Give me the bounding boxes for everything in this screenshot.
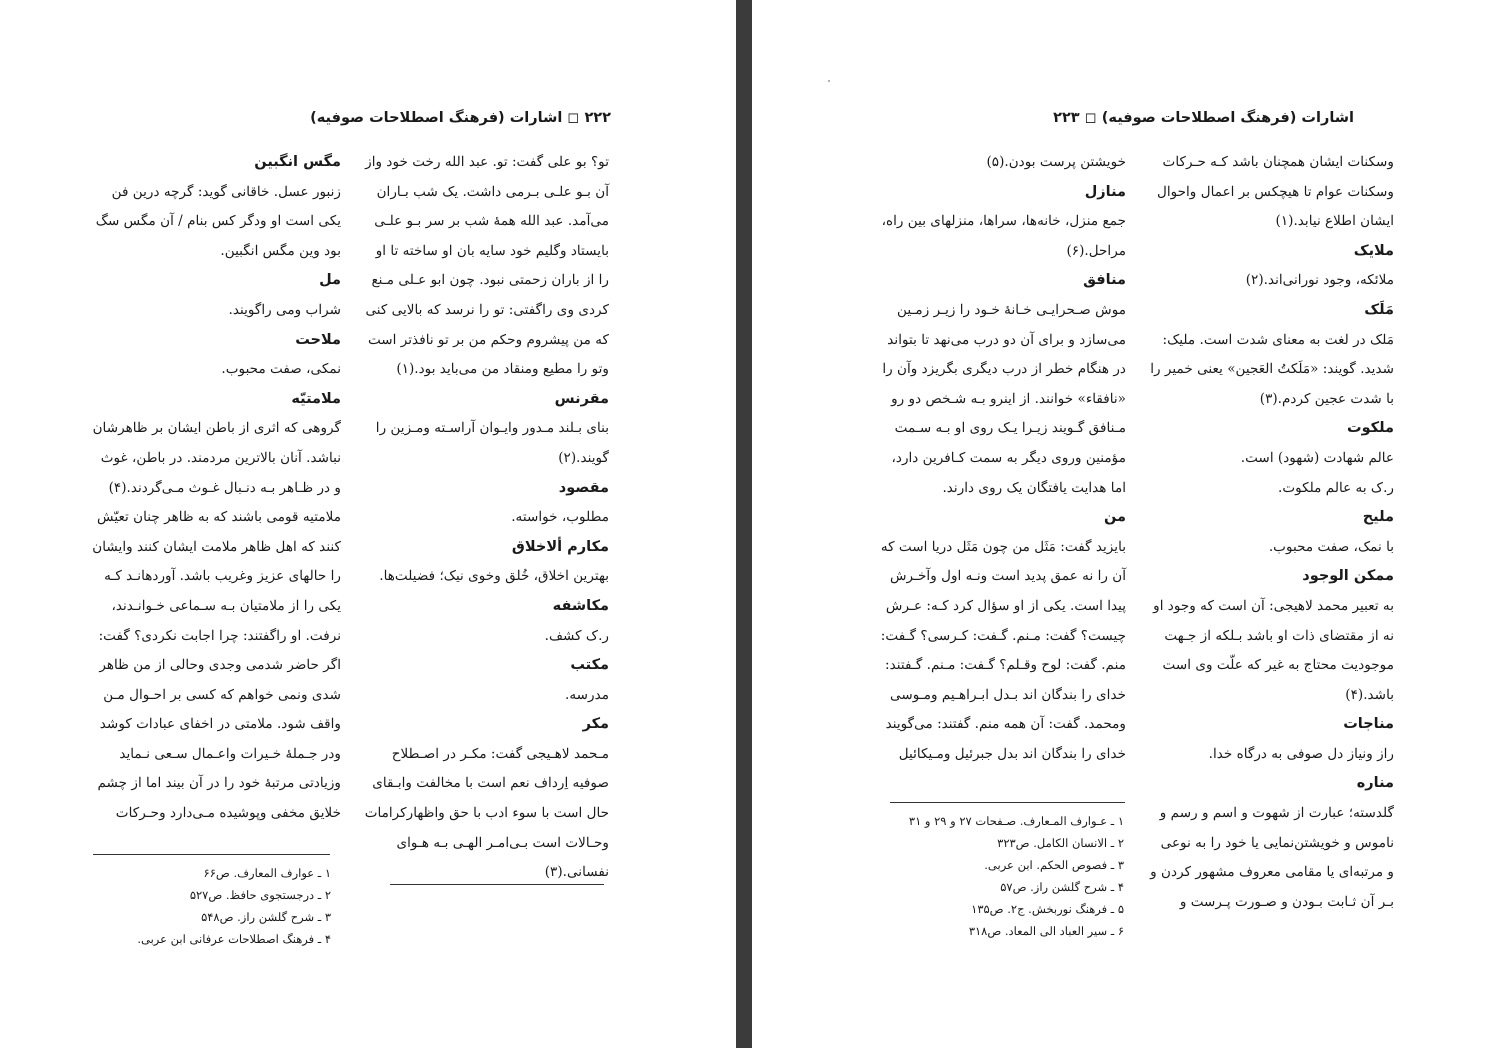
entry-headword: منازل [1084, 183, 1126, 200]
text-line: با نمک، صفت محبوب. [1268, 538, 1394, 555]
text-line: گلدسته؛ عبارت از شهوت و اسم و رسم و [1159, 805, 1394, 822]
column-left [91, 148, 341, 829]
text-line: مدرسه. [565, 686, 609, 703]
footnote-line: ۱ ـ عوارف المعارف. ص۶۶ [203, 866, 331, 880]
text-line: اگر حاضر شدمی وجدی وحالی از من ظاهر [99, 657, 341, 674]
text-line: به تعبیر محمد لاهیجی: آن است که وجود او [1153, 597, 1394, 614]
text-line: ر.ک کشف. [544, 627, 609, 644]
text-line: می‌سازد و برای آن دو درب می‌نهد تا بتواند [887, 331, 1126, 348]
text-line: نباشد. آنان بالاترین مردمند. در باطن، غوث [100, 449, 341, 466]
entry-headword: مکتب [570, 657, 609, 674]
text-line: مراحل.(۶) [1066, 242, 1126, 259]
column-right [359, 148, 609, 888]
text-line: بایستاد وگلیم خود سایه بان او ساخته تا او [375, 242, 609, 259]
text-line: موش صـحرایـی خـانهٔ خـود را زیـر زمـین [896, 301, 1126, 318]
text-line: را حالهای عزیز وغریب باشد. آوردهانـد کـه [104, 568, 341, 585]
text-line: مـنافق گـویند زیـرا یـک روی او بـه سـمت [894, 420, 1126, 437]
text-line: گروهی که اثری از باطن ایشان بر ظاهرشان [92, 420, 341, 437]
text-line: و مرتبه‌ای یا مقامی معروف مشهور کردن و [1150, 864, 1394, 881]
entry-headword: مگس انگبین [254, 154, 341, 170]
text-line: یکی را از ملامتیان بـه سـماعی خـوانـدند، [111, 597, 341, 614]
text-line: بهترین اخلاق، خُلق وخوی نیک؛ فضیلت‌ها. [379, 568, 609, 585]
entry-headword: مکاشفه [552, 597, 609, 614]
text-line: واقف شود. ملامتی در اخفای عبادات کوشد [99, 716, 341, 733]
text-line: مطلوب، خواسته. [511, 509, 609, 526]
text-line: شدی ونمی خواهم که کسی بر احـوال مـن [103, 686, 341, 703]
text-line: شدید. گویند: «مَلَکتُ العَجین» یعنی خمیر را [1150, 361, 1394, 378]
entry-headword: مکارم ألاخلاق [511, 538, 609, 555]
text-line: مَلک در لغت به معنای شدت است. ملیک: [1162, 331, 1394, 348]
text-line: کردی وی راگفتی: تو را نرسد که بالایی کنی [365, 301, 609, 318]
column-right [1144, 148, 1394, 917]
text-line: تو؟ بو علی گفت: تو. عبد الله رخت خود واز [365, 154, 609, 170]
footnote-line: ۴ ـ فرهنگ اصطلاحات عرفانی ابن عربی. [137, 932, 331, 946]
text-line: اما هدایت یافتگان یک روی دارند. [942, 479, 1126, 496]
entry-headword: مل [319, 272, 341, 289]
entry-headword: ممکن الوجود [1302, 568, 1394, 585]
text-line: یکی است او ودگر کس بنام / آن مگس سگ [95, 213, 341, 230]
text-line: نه از مقتضای ذات او باشد بـلکه از جـهت [1164, 627, 1394, 644]
text-line: در هنگام خطر از درب دیگری بگریزد وآن را [882, 361, 1126, 378]
text-line: ملامتیه قومی باشند که به ظاهر چنان تعیّش [97, 509, 341, 526]
text-line: جمع منزل، خانه‌ها، سراها، منزلهای بین راه، [881, 213, 1126, 230]
text-line: ودر جـملهٔ خـیرات واعـمال سـعی نـماید [119, 745, 341, 762]
text-line: پیدا است. یکی از او سؤال کرد کـه: عـرش [885, 597, 1126, 614]
entry-headword: مناجات [1343, 716, 1394, 733]
footnote-rule [390, 884, 604, 885]
entry-headword: ملاحت [295, 331, 341, 348]
text-line: نرفت. او راگفتند: چرا اجابت نکردی؟ گفت: [98, 627, 341, 644]
scan-speck [828, 80, 830, 82]
footnote-line: ۲ ـ درجستجوی حافظ. ص۵۲۷ [189, 888, 331, 902]
footnote-line: ۱ ـ عـوارف المـعارف. صـفحات ۲۷ و ۲۹ و ۳۱ [908, 814, 1124, 828]
text-line: کنند که اهل ظاهر ملامت ایشان کنند وایشان [92, 538, 341, 555]
book-gutter [736, 0, 752, 1048]
text-line: مـحمد لاهـیجی گفت: مکـر در اصـطلاح [391, 745, 609, 762]
text-line: ملائکه، وجود نورانی‌اند.(۲) [1245, 272, 1394, 289]
footnotes [909, 810, 1124, 942]
text-line: خلایق مخفی وپوشیده مـی‌دارد وحـرکات [115, 805, 341, 822]
text-line: وسکنات عوام تا هیچکس بر اعمال واحوال [1156, 183, 1394, 200]
entry-headword: من [1103, 509, 1126, 526]
text-line: بـر آن ثـابت بـودن و صـورت پـرست و [1179, 893, 1394, 910]
text-line: «نافقاء» خوانند. از اینرو بـه شـخص دو رو [891, 390, 1126, 407]
footnote-line: ۳ ـ شرح گلشن راز. ص۵۴۸ [201, 910, 331, 924]
text-line: و در ظـاهر بـه دنـبال غـوث مـی‌گردند.(۴) [108, 479, 341, 496]
entry-headword: ملکوت [1347, 420, 1394, 437]
text-line: باشد.(۴) [1345, 686, 1394, 703]
text-line: وحـالات است بـی‌امـر الهـی بـه هـوای [396, 834, 609, 851]
entry-headword: مکر [582, 716, 609, 733]
footnotes [137, 862, 331, 950]
text-line: وزیادتی مرتبهٔ خود را در آن بیند اما از چشم [97, 775, 341, 792]
text-line: چیست؟ گفت: مـنم. گـفت: کـرسی؟ گـفت: [880, 627, 1126, 644]
text-line: خویشتن پرست بودن.(۵) [986, 154, 1126, 170]
text-line: موجودیت محتاج به غیر که علّت وی است [1162, 657, 1394, 674]
entry-headword: مقصود [558, 479, 609, 496]
entry-headword: مقرنس [554, 390, 609, 407]
text-line: خدای را بندگان اند بـدل ابـراهـیم ومـوسی [889, 686, 1126, 703]
text-line: ایشان اطلاع نیابد.(۱) [1275, 213, 1394, 230]
text-line: ناموس و خویشتن‌نمایی یا خود را به نوعی [1160, 834, 1394, 851]
text-line: عالم شهادت (شهود) است. [1240, 449, 1394, 466]
text-line: بایزید گفت: مَثَل من چون مَثَل دریا است که [880, 538, 1126, 555]
text-line: با شدت عجین کردم.(۳) [1259, 390, 1394, 407]
text-line: حال است با سوء ادب با حق واظهارکرامات [364, 805, 609, 822]
left-page [0, 0, 736, 1048]
footnote-line: ۶ ـ سیر العباد الی المعاد. ص۳۱۸ [968, 924, 1124, 938]
text-line: شراب ومی راگویند. [228, 301, 341, 318]
text-line: راز ونیاز دل صوفی به درگاه خدا. [1208, 745, 1394, 762]
right-page [752, 0, 1494, 1048]
footnote-rule [890, 802, 1125, 803]
text-line: خدای را بندگان اند بدل جبرئیل ومـیکائیل [898, 745, 1126, 762]
text-line: بود وین مگس انگبین. [220, 242, 341, 259]
footnote-line: ۴ ـ شرح گلشن راز. ص۵۷ [1000, 880, 1124, 894]
footnote-line: ۲ ـ الانسان الکامل. ص۳۲۳ [997, 836, 1124, 850]
text-line: ومحمد. گفت: آن همه منم. گفتند: می‌گویند [885, 716, 1126, 733]
text-line: که من پیشروم وحکم من بر تو نافذتر است [367, 331, 609, 348]
text-line: گویند.(۲) [558, 449, 609, 466]
text-line: مؤمنین وروی دیگر به سمت کـافرین دارد، [891, 449, 1126, 466]
text-line: منم. گفت: لوح وقـلم؟ گـفت: مـنم. گـفتند: [885, 657, 1126, 674]
entry-headword: ملیح [1362, 509, 1394, 526]
footnote-rule [93, 854, 330, 855]
text-line: زنبور عسل. خاقانی گوید: گرچه درین فن [111, 183, 341, 200]
entry-headword: منافق [1083, 272, 1126, 289]
text-line: می‌آمد. عبد الله همهٔ شب بر سر بـو علـی [374, 213, 609, 230]
footnote-line: ۳ ـ فصوص الحکم. ابن عربی. [984, 858, 1124, 872]
text-line: آن بـو علـی بـرمی داشت. یک شب بـاران [376, 183, 609, 200]
page-header: اشارات (فرهنگ اصطلاحات صوفیه) ◻ ۲۲۳ [1053, 110, 1354, 126]
text-line: نفسانی.(۳) [544, 864, 609, 881]
text-line: وسکنات ایشان همچنان باشد کـه حـرکات [1162, 154, 1394, 170]
entry-headword: ملایک [1353, 242, 1394, 259]
entry-headword: ملامتیّه [291, 390, 341, 407]
text-line: صوفیه اِرداف نعم است با مخالفت وابـقای [372, 775, 609, 792]
text-line: وتو را مطیع ومنقاد من می‌باید بود.(۱) [396, 361, 609, 378]
text-line: نمکی، صفت محبوب. [221, 361, 341, 378]
footnote-line: ۵ ـ فرهنگ نوربخش. ج۲. ص۱۳۵ [971, 902, 1124, 916]
text-line: ر.ک به عالم ملکوت. [1278, 479, 1394, 496]
entry-headword: مَلَک [1364, 301, 1394, 318]
text-line: را از باران زحمتی نبود. چون ابو عـلی مـنع [371, 272, 609, 289]
text-line: بنای بـلند مـدور وایـوان آراسـته ومـزین را [375, 420, 609, 437]
column-left [876, 148, 1126, 769]
page-header: ۲۲۲ ◻ اشارات (فرهنگ اصطلاحات صوفیه) [310, 110, 611, 126]
entry-headword: مناره [1356, 775, 1394, 792]
text-line: آن را نه عمق پدید است ونـه اول وآخـرش [889, 568, 1126, 585]
